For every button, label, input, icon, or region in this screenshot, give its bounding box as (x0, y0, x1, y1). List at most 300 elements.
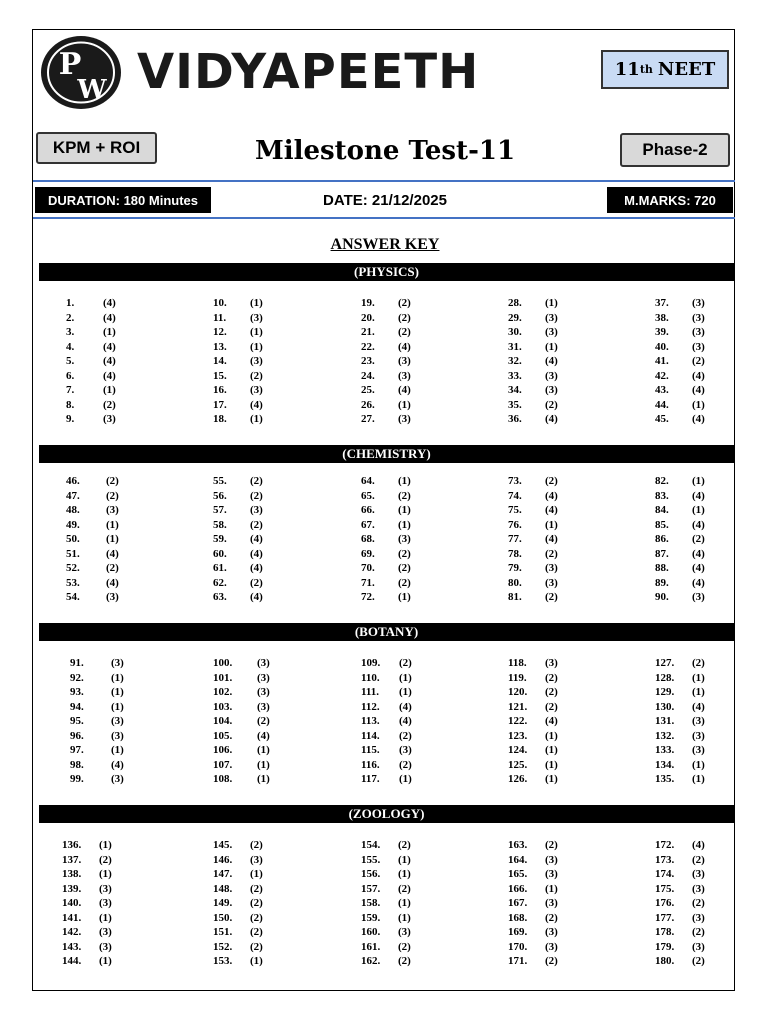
answer-option: (2) (398, 489, 411, 502)
answer-option: (2) (250, 576, 263, 589)
answer-option: (2) (398, 576, 411, 589)
answer-option: (1) (111, 700, 124, 713)
question-number: 80. (508, 576, 522, 589)
question-number: 31. (508, 340, 522, 353)
answer-option: (4) (103, 311, 116, 324)
question-number: 146. (213, 853, 233, 866)
question-number: 176. (655, 897, 675, 909)
question-number: 103. (213, 700, 233, 713)
answer-option: (4) (106, 576, 119, 589)
question-number: 128. (655, 671, 675, 684)
answer-option: (1) (398, 853, 411, 866)
question-number: 135. (655, 773, 675, 785)
answer-option: (1) (398, 398, 411, 411)
question-number: 163. (508, 839, 528, 851)
question-number: 62. (213, 576, 227, 589)
answer-option: (1) (545, 758, 558, 771)
answer-option: (4) (545, 413, 558, 425)
answer-option: (1) (545, 773, 558, 785)
question-number: 174. (655, 868, 675, 880)
answer-option: (1) (398, 518, 411, 531)
answer-option: (2) (692, 355, 705, 367)
question-number: 69. (361, 547, 375, 560)
question-number: 168. (508, 911, 528, 924)
question-number: 170. (508, 940, 528, 953)
answer-option: (3) (545, 369, 558, 382)
answer-option: (1) (257, 758, 270, 771)
question-number: 123. (508, 729, 528, 742)
answer-option: (2) (545, 591, 558, 603)
question-number: 81. (508, 591, 522, 603)
question-number: 177. (655, 911, 675, 924)
question-number: 121. (508, 700, 528, 713)
question-number: 23. (361, 355, 375, 367)
question-number: 149. (213, 897, 233, 909)
answer-option: (4) (692, 839, 705, 851)
answer-option: (3) (692, 340, 705, 353)
question-number: 130. (655, 700, 675, 713)
answer-option: (1) (545, 744, 558, 756)
question-number: 22. (361, 340, 375, 353)
answer-option: (3) (111, 729, 124, 742)
question-number: 83. (655, 489, 669, 502)
answer-option: (4) (250, 398, 263, 411)
pw-logo-icon (40, 35, 122, 110)
answer-option: (2) (250, 518, 263, 531)
answer-option: (3) (692, 311, 705, 324)
answer-option: (2) (545, 686, 558, 698)
answer-option: (4) (399, 715, 412, 727)
class-tag-badge (601, 50, 729, 89)
question-number: 169. (508, 926, 528, 938)
question-number: 127. (655, 657, 675, 669)
question-number: 118. (508, 657, 527, 669)
answer-option: (3) (545, 868, 558, 880)
svg-text:W: W (77, 75, 107, 105)
answer-option: (3) (250, 853, 263, 866)
question-number: 151. (213, 926, 233, 938)
question-number: 108. (213, 773, 233, 785)
question-number: 96. (70, 729, 84, 742)
answer-option: (1) (250, 955, 263, 967)
class-tag-rest: NEET (657, 59, 716, 80)
question-number: 104. (213, 715, 233, 727)
answer-option: (4) (250, 547, 263, 560)
answer-option: (1) (692, 504, 705, 516)
question-number: 27. (361, 413, 375, 425)
answer-option: (2) (545, 839, 558, 851)
question-number: 112. (361, 700, 380, 713)
answer-option: (1) (111, 744, 124, 756)
question-number: 164. (508, 853, 528, 866)
question-number: 15. (213, 369, 227, 382)
answer-option: (3) (692, 744, 705, 756)
answer-option: (1) (692, 773, 705, 785)
answer-option: (4) (692, 576, 705, 589)
answer-option: (1) (398, 911, 411, 924)
answer-option: (2) (692, 853, 705, 866)
answer-option: (1) (399, 686, 412, 698)
question-number: 144. (62, 955, 82, 967)
question-number: 24. (361, 369, 375, 382)
answer-option: (3) (257, 671, 270, 684)
answer-option: (3) (545, 853, 558, 866)
question-number: 155. (361, 853, 381, 866)
answer-option: (1) (250, 297, 263, 309)
question-number: 9. (66, 413, 75, 425)
answer-option: (2) (692, 897, 705, 909)
question-number: 20. (361, 311, 375, 324)
answer-option: (3) (398, 926, 411, 938)
question-number: 1. (66, 297, 75, 309)
answer-option: (4) (250, 591, 263, 603)
answer-option: (1) (103, 384, 116, 396)
answer-option: (1) (99, 911, 112, 924)
question-number: 39. (655, 326, 669, 338)
question-number: 11. (213, 311, 227, 324)
question-number: 29. (508, 311, 522, 324)
question-number: 152. (213, 940, 233, 953)
question-number: 101. (213, 671, 233, 684)
answer-option: (1) (692, 475, 705, 487)
answer-option: (2) (545, 955, 558, 967)
question-number: 59. (213, 533, 227, 545)
answer-option: (4) (692, 413, 705, 425)
question-number: 25. (361, 384, 375, 396)
answer-option: (3) (99, 882, 112, 895)
question-number: 178. (655, 926, 675, 938)
answer-option: (2) (545, 475, 558, 487)
question-number: 142. (62, 926, 82, 938)
answer-option: (2) (398, 326, 411, 338)
answer-option: (2) (398, 547, 411, 560)
answer-option: (2) (106, 562, 119, 574)
answer-option: (4) (545, 715, 558, 727)
question-number: 74. (508, 489, 522, 502)
answer-option: (2) (103, 398, 116, 411)
question-number: 133. (655, 744, 675, 756)
answer-option: (3) (545, 657, 558, 669)
question-number: 16. (213, 384, 227, 396)
question-number: 30. (508, 326, 522, 338)
question-number: 37. (655, 297, 669, 309)
question-number: 153. (213, 955, 233, 967)
question-number: 33. (508, 369, 522, 382)
answer-option: (4) (692, 489, 705, 502)
question-number: 67. (361, 518, 375, 531)
answer-option: (3) (257, 657, 270, 669)
answer-option: (1) (99, 839, 112, 851)
answer-option: (2) (692, 657, 705, 669)
question-number: 45. (655, 413, 669, 425)
question-number: 54. (66, 591, 80, 603)
question-number: 154. (361, 839, 381, 851)
batch-badge: KPM + ROI (36, 132, 157, 164)
brand-name: VIDYAPEETH (137, 44, 480, 100)
answer-option: (3) (692, 591, 705, 603)
question-number: 171. (508, 955, 528, 967)
question-number: 12. (213, 326, 227, 338)
answer-option: (2) (398, 297, 411, 309)
question-number: 109. (361, 657, 381, 669)
answer-option: (2) (250, 940, 263, 953)
question-number: 136. (62, 839, 82, 851)
question-number: 63. (213, 591, 227, 603)
question-number: 57. (213, 504, 227, 516)
question-number: 90. (655, 591, 669, 603)
answer-option: (3) (692, 729, 705, 742)
question-number: 78. (508, 547, 522, 560)
question-number: 71. (361, 576, 375, 589)
answer-option: (2) (692, 533, 705, 545)
answer-option: (2) (545, 700, 558, 713)
svg-text:P: P (58, 47, 82, 82)
answer-option: (2) (545, 398, 558, 411)
answer-option: (1) (99, 955, 112, 967)
question-number: 17. (213, 398, 227, 411)
question-number: 7. (66, 384, 75, 396)
test-date: DATE: 21/12/2025 (323, 192, 447, 209)
answer-option: (1) (399, 671, 412, 684)
answer-option: (1) (398, 591, 411, 603)
answer-key-heading: ANSWER KEY (330, 236, 440, 253)
question-number: 55. (213, 475, 227, 487)
duration-label: DURATION: 180 Minutes (35, 187, 211, 213)
question-number: 157. (361, 882, 381, 895)
answer-option: (2) (398, 311, 411, 324)
section-header-bar: (BOTANY) (39, 623, 734, 641)
answer-option: (1) (111, 686, 124, 698)
answer-option: (4) (398, 340, 411, 353)
answer-option: (3) (250, 355, 263, 367)
answer-option: (3) (398, 413, 411, 425)
answer-option: (4) (106, 547, 119, 560)
answer-option: (2) (398, 882, 411, 895)
question-number: 84. (655, 504, 669, 516)
answer-option: (2) (399, 729, 412, 742)
answer-option: (3) (99, 926, 112, 938)
question-number: 172. (655, 839, 675, 851)
answer-option: (1) (103, 326, 116, 338)
question-number: 110. (361, 671, 380, 684)
section-header-bar: (ZOOLOGY) (39, 805, 734, 823)
question-number: 58. (213, 518, 227, 531)
answer-option: (1) (106, 518, 119, 531)
answer-option: (2) (545, 547, 558, 560)
answer-option: (4) (103, 297, 116, 309)
question-number: 60. (213, 547, 227, 560)
question-number: 162. (361, 955, 381, 967)
question-number: 21. (361, 326, 375, 338)
question-number: 175. (655, 882, 675, 895)
answer-option: (2) (398, 940, 411, 953)
answer-option: (2) (106, 475, 119, 487)
question-number: 65. (361, 489, 375, 502)
answer-option: (4) (692, 384, 705, 396)
question-number: 134. (655, 758, 675, 771)
answer-option: (3) (545, 940, 558, 953)
header-divider-top (33, 180, 735, 182)
question-number: 50. (66, 533, 80, 545)
question-number: 129. (655, 686, 675, 698)
answer-option: (4) (257, 729, 270, 742)
answer-option: (4) (692, 547, 705, 560)
answer-option: (2) (399, 758, 412, 771)
answer-option: (1) (398, 897, 411, 909)
answer-option: (3) (692, 940, 705, 953)
answer-option: (3) (545, 926, 558, 938)
answer-option: (3) (103, 413, 116, 425)
answer-option: (1) (545, 297, 558, 309)
question-number: 105. (213, 729, 233, 742)
question-number: 3. (66, 326, 75, 338)
class-tag-sup: th (639, 63, 653, 76)
answer-option: (4) (545, 355, 558, 367)
question-number: 32. (508, 355, 522, 367)
question-number: 8. (66, 398, 75, 411)
answer-option: (2) (99, 853, 112, 866)
answer-option: (1) (250, 340, 263, 353)
answer-option: (3) (257, 700, 270, 713)
answer-option: (3) (398, 355, 411, 367)
answer-option: (3) (106, 591, 119, 603)
question-number: 61. (213, 562, 227, 574)
question-number: 115. (361, 744, 380, 756)
question-number: 89. (655, 576, 669, 589)
question-number: 6. (66, 369, 75, 382)
question-number: 79. (508, 562, 522, 574)
question-number: 145. (213, 839, 233, 851)
answer-option: (3) (99, 897, 112, 909)
question-number: 47. (66, 489, 80, 502)
page-border (32, 29, 735, 991)
question-number: 117. (361, 773, 380, 785)
answer-option: (1) (398, 868, 411, 880)
header-divider-bottom (33, 217, 735, 219)
question-number: 4. (66, 340, 75, 353)
question-number: 49. (66, 518, 80, 531)
answer-option: (3) (257, 686, 270, 698)
question-number: 70. (361, 562, 375, 574)
question-number: 156. (361, 868, 381, 880)
question-number: 159. (361, 911, 381, 924)
answer-option: (4) (103, 340, 116, 353)
answer-option: (1) (398, 475, 411, 487)
question-number: 35. (508, 398, 522, 411)
question-number: 98. (70, 758, 84, 771)
answer-option: (2) (257, 715, 270, 727)
question-number: 68. (361, 533, 375, 545)
answer-option: (1) (111, 671, 124, 684)
answer-option: (4) (103, 369, 116, 382)
answer-option: (2) (692, 955, 705, 967)
answer-option: (3) (545, 326, 558, 338)
phase-badge: Phase-2 (620, 133, 730, 167)
question-number: 53. (66, 576, 80, 589)
answer-option: (3) (545, 897, 558, 909)
question-number: 126. (508, 773, 528, 785)
answer-option: (4) (111, 758, 124, 771)
question-number: 124. (508, 744, 528, 756)
answer-option: (3) (399, 744, 412, 756)
question-number: 44. (655, 398, 669, 411)
question-number: 107. (213, 758, 233, 771)
question-number: 28. (508, 297, 522, 309)
question-number: 87. (655, 547, 669, 560)
answer-option: (4) (103, 355, 116, 367)
question-number: 131. (655, 715, 675, 727)
answer-option: (4) (398, 384, 411, 396)
question-number: 180. (655, 955, 675, 967)
question-number: 56. (213, 489, 227, 502)
question-number: 10. (213, 297, 227, 309)
question-number: 148. (213, 882, 233, 895)
question-number: 52. (66, 562, 80, 574)
question-number: 113. (361, 715, 380, 727)
answer-option: (4) (692, 700, 705, 713)
question-number: 42. (655, 369, 669, 382)
question-number: 93. (70, 686, 84, 698)
answer-option: (1) (545, 882, 558, 895)
question-number: 122. (508, 715, 528, 727)
answer-option: (1) (250, 413, 263, 425)
answer-option: (1) (545, 340, 558, 353)
question-number: 141. (62, 911, 82, 924)
question-number: 166. (508, 882, 528, 895)
question-number: 94. (70, 700, 84, 713)
answer-option: (3) (398, 369, 411, 382)
answer-option: (3) (545, 562, 558, 574)
question-number: 85. (655, 518, 669, 531)
section-header-bar: (PHYSICS) (39, 263, 734, 281)
answer-option: (4) (545, 489, 558, 502)
question-number: 66. (361, 504, 375, 516)
answer-option: (2) (250, 369, 263, 382)
question-number: 36. (508, 413, 522, 425)
question-number: 137. (62, 853, 82, 866)
answer-option: (3) (692, 911, 705, 924)
answer-option: (3) (111, 657, 124, 669)
question-number: 125. (508, 758, 528, 771)
question-number: 48. (66, 504, 80, 516)
answer-option: (2) (399, 657, 412, 669)
answer-option: (2) (398, 562, 411, 574)
question-number: 102. (213, 686, 233, 698)
question-number: 119. (508, 671, 527, 684)
question-number: 91. (70, 657, 84, 669)
question-number: 120. (508, 686, 528, 698)
answer-option: (3) (99, 940, 112, 953)
question-number: 139. (62, 882, 82, 895)
question-number: 40. (655, 340, 669, 353)
test-title: Milestone Test-11 (254, 136, 516, 166)
answer-option: (2) (692, 926, 705, 938)
question-number: 179. (655, 940, 675, 953)
answer-option: (1) (399, 773, 412, 785)
answer-option: (1) (692, 758, 705, 771)
question-number: 88. (655, 562, 669, 574)
question-number: 82. (655, 475, 669, 487)
answer-option: (2) (250, 882, 263, 895)
question-number: 173. (655, 853, 675, 866)
answer-option: (1) (398, 504, 411, 516)
answer-option: (2) (250, 475, 263, 487)
answer-option: (2) (250, 839, 263, 851)
question-number: 100. (213, 657, 233, 669)
question-number: 73. (508, 475, 522, 487)
answer-option: (4) (399, 700, 412, 713)
question-number: 111. (361, 686, 380, 698)
